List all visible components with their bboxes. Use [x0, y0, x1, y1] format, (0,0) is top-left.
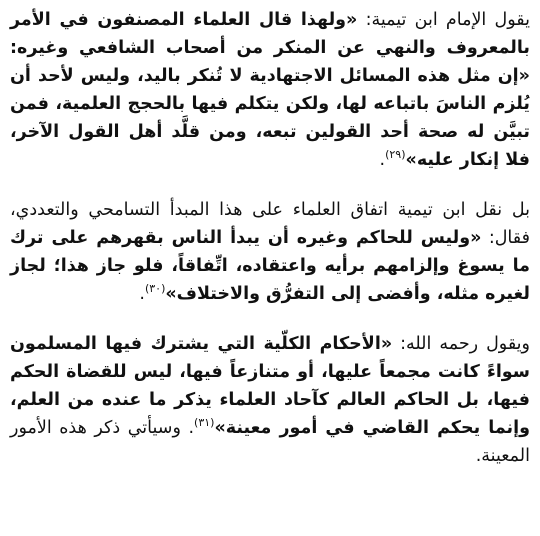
paragraph-1-intro: يقول الإمام ابن تيمية: — [357, 10, 530, 30]
paragraph-3 — [10, 330, 530, 470]
footnote-31: (٣١) — [194, 416, 215, 430]
document-page — [10, 6, 530, 470]
paragraph-2-intro: بل نقل ابن تيمية اتفاق العلماء على هذا المبدأ التسامحي والتعددي، فقال: — [10, 200, 530, 248]
footnote-29: (٢٩) — [385, 148, 406, 162]
paragraph-3-quote: «الأحكام الكلّية التي يشترك فيها المسلمون سواءً كانت مجمعاً عليها، أو متنازعاً فيها، ليس للقضاة الحكم فيها، بل الحاكم العالم كآحاد العلماء يذكر ما عنده من العلم، وإنما يحكم القاضي في أمور معينة» — [10, 334, 531, 438]
paragraph-1-quote: «ولهذا قال العلماء المصنفون في الأمر بالمعروف والنهي عن المنكر من أصحاب الشافعي وغيره: «إن مثل هذه المسائل الاجتهادية لا تُنكر باليد، وليس لأحد أن يُلزم الناسَ باتباعه لها، ولكن يتكلم فيها بالحجج العلمية، فمن تبيَّن له صحة أحد القولين تبعه، ومن قلَّد أهل القول الآخر، فلا إنكار عليه» — [10, 10, 530, 170]
paragraph-1 — [10, 6, 530, 174]
paragraph-2-quote: «وليس للحاكم وغيره أن يبدأ الناس بقهرهم على ترك ما يسوغ وإلزامهم برأيه واعتقاده، اتِّفاقاً، فلو جاز هذا؛ لجاز لغيره مثله، وأفضى إلى التفرُّق والاختلاف» — [10, 228, 530, 304]
paragraph-3-end: . وسيأتي ذكر هذه الأمور المعينة. — [10, 418, 530, 466]
paragraph-1-end: . — [379, 150, 386, 170]
paragraph-2 — [10, 196, 530, 308]
paragraph-2-end: . — [139, 284, 145, 304]
footnote-30: (٣٠) — [144, 282, 166, 296]
paragraph-3-intro: ويقول رحمه الله: — [392, 334, 530, 354]
